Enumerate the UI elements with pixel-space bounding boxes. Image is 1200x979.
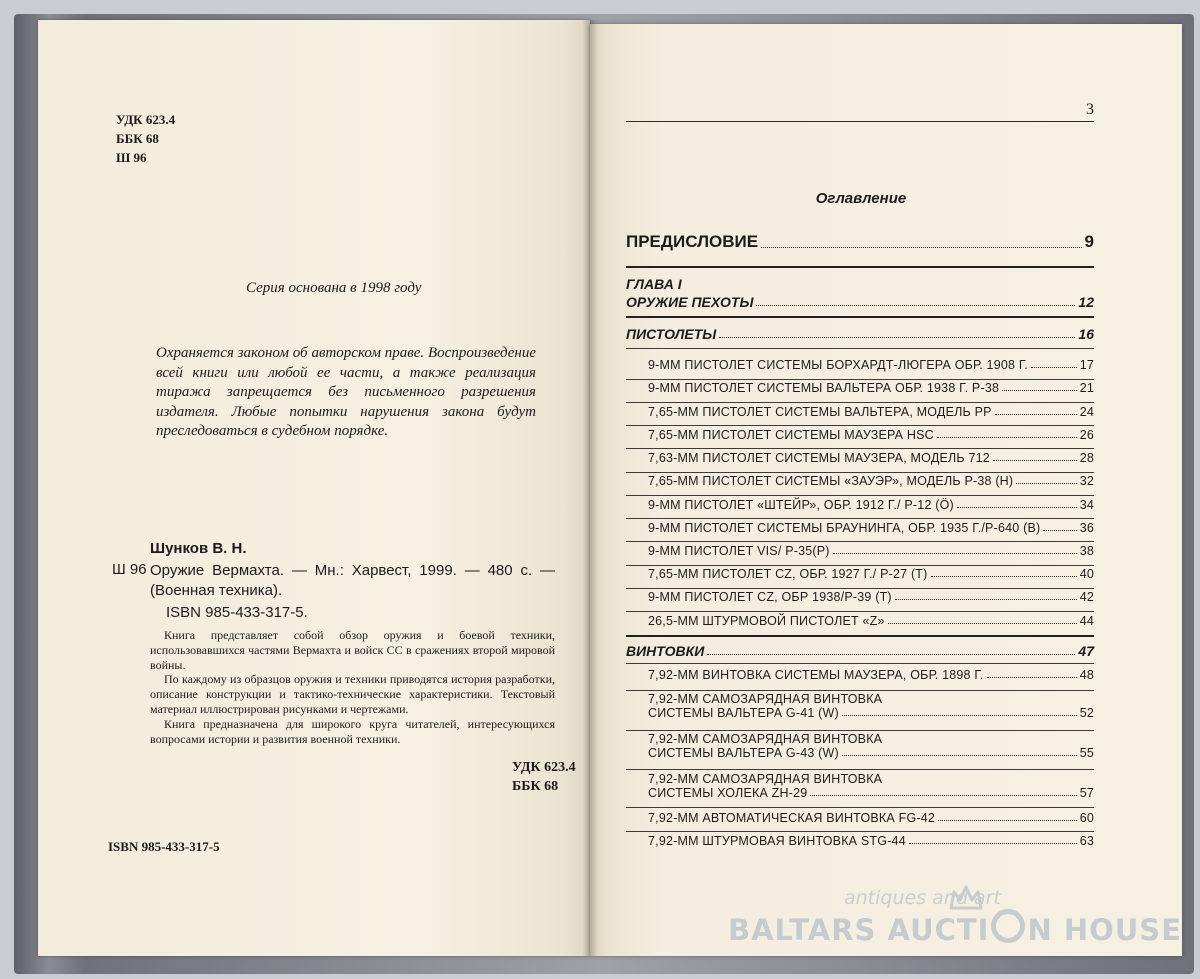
toc-entry-page: 36	[1079, 521, 1094, 535]
toc-dot-leader	[833, 553, 1077, 554]
toc-entry-page: 55	[1079, 746, 1094, 760]
toc-rule	[626, 425, 1094, 426]
toc-rule	[626, 635, 1094, 637]
toc-entry-pistol[interactable]	[648, 358, 1094, 372]
toc-dot-leader	[957, 507, 1077, 508]
toc-entry-label-first-line: 7,92-ММ САМОЗАРЯДНАЯ ВИНТОВКА	[648, 772, 883, 786]
toc-rule	[626, 588, 1094, 589]
page-number: 3	[1086, 101, 1094, 118]
toc-entry-pistol[interactable]	[648, 521, 1094, 535]
toc-dot-leader	[895, 599, 1077, 600]
bbk-line: ББК 68	[512, 779, 559, 794]
toc-entry-rifle[interactable]	[648, 811, 1094, 825]
toc-rule	[626, 541, 1094, 542]
toc-dot-leader	[707, 654, 1075, 655]
toc-dot-leader	[761, 247, 1081, 248]
toc-entry-label: ВИНТОВКИ	[626, 643, 705, 659]
toc-entry-pistol[interactable]	[648, 614, 1094, 628]
copyright-notice: Охраняется законом об авторском праве. Воспроизведение всей книги или любой ее части, а также реализация тиража запрещается без письменного разрешения издателя. Любые попытки нарушения закона будут преследоваться в судебном порядке.	[156, 345, 536, 439]
toc-entry-label: ПРЕДИСЛОВИЕ	[626, 232, 759, 251]
toc-entry-label: 9-ММ ПИСТОЛЕТ CZ, ОБР 1938/Р-39 (Т)	[648, 590, 892, 604]
toc-entry-page: 52	[1079, 706, 1094, 720]
toc-entry-page: 48	[1079, 668, 1094, 682]
annotation-paragraph: Книга представляет собой обзор оружия и боевой техники, использовавшихся частями Вермахта и войск СС в сражениях второй мировой войны.	[150, 628, 555, 672]
toc-entry-page: 34	[1079, 498, 1094, 512]
toc-entry-label: СИСТЕМЫ ВАЛЬТЕРА G-41 (W)	[648, 706, 839, 720]
udk-line: УДК 623.4	[512, 760, 576, 775]
bbk-line: ББК 68	[116, 131, 159, 146]
toc-rule	[626, 690, 1094, 691]
toc-dot-leader	[931, 576, 1077, 577]
toc-dot-leader	[993, 460, 1077, 461]
toc-entry-row	[648, 706, 1094, 720]
header-rule	[626, 121, 1094, 122]
toc-entry-rifle[interactable]	[648, 692, 1094, 720]
toc-entry-label: 9-ММ ПИСТОЛЕТ СИСТЕМЫ БРАУНИНГА, ОБР. 1935 Г./Р-640 (В)	[648, 521, 1041, 535]
toc-entry-label: 7,65-ММ ПИСТОЛЕТ СИСТЕМЫ ВАЛЬТЕРА, МОДЕЛЬ РР	[648, 405, 992, 419]
toc-rule	[626, 402, 1094, 403]
toc-entry-pistol[interactable]	[648, 498, 1094, 512]
toc-entry-page: 47	[1078, 643, 1094, 659]
udk-line: УДК 623.4	[116, 112, 176, 127]
toc-rule	[626, 565, 1094, 566]
toc-entry-pistol[interactable]	[648, 405, 1094, 419]
toc-dot-leader	[1031, 367, 1077, 368]
isbn-record: ISBN 985-433-317-5.	[166, 604, 308, 621]
toc-entry-rifle[interactable]	[648, 732, 1094, 760]
toc-entry-page: 60	[1079, 811, 1094, 825]
toc-rule	[626, 379, 1094, 380]
author-name: Шунков В. Н.	[150, 540, 247, 557]
code-line: Ш 96	[116, 150, 147, 165]
toc-title: Оглавление	[815, 190, 907, 207]
toc-entry-label-first-line: 7,92-ММ САМОЗАРЯДНАЯ ВИНТОВКА	[648, 732, 883, 746]
toc-entry-page: 12	[1078, 294, 1094, 310]
toc-entry-label: СИСТЕМЫ ВАЛЬТЕРА G-43 (W)	[648, 746, 839, 760]
watermark-o-ring-icon	[991, 909, 1025, 943]
toc-entry-page: 42	[1079, 590, 1094, 604]
toc-entry-label: 7,92-ММ ВИНТОВКА СИСТЕМЫ МАУЗЕРА, ОБР. 1898 Г.	[648, 668, 984, 682]
toc-entry-row	[648, 746, 1094, 760]
toc-dot-leader	[1002, 390, 1077, 391]
toc-rule	[626, 518, 1094, 519]
toc-entry-rifle[interactable]	[648, 772, 1094, 800]
toc-entry-pistol[interactable]	[648, 590, 1094, 604]
toc-entry-page: 21	[1079, 381, 1094, 395]
toc-entry-page: 63	[1079, 834, 1094, 848]
toc-dot-leader	[756, 305, 1075, 306]
toc-entry-rifle[interactable]	[648, 834, 1094, 848]
toc-entry-rifles[interactable]	[626, 643, 1094, 659]
toc-entry-page: 40	[1079, 567, 1094, 581]
toc-dot-leader	[1043, 530, 1076, 531]
watermark-brand-start: BALTARS AUCTI	[728, 913, 990, 947]
toc-entry-pistol[interactable]	[648, 451, 1094, 465]
toc-dot-leader	[888, 623, 1077, 624]
annotation-paragraph: По каждому из образцов оружия и техники приводятся история разработки, описание конструкции и тактико-технические характеристики. Текстовый материал иллюстрирован рисунками и чертежами.	[150, 672, 555, 716]
annotation	[150, 628, 555, 746]
toc-entry-pistol[interactable]	[648, 544, 1094, 558]
show-through-ghost	[140, 240, 157, 309]
toc-entry-page: 9	[1084, 232, 1094, 251]
udk-block-top	[116, 110, 175, 167]
toc-entry-page: 57	[1079, 786, 1094, 800]
toc-entry-pistol[interactable]	[648, 381, 1094, 395]
toc-entry-row	[648, 786, 1094, 800]
toc-entry-label-first-line: 7,92-ММ САМОЗАРЯДНАЯ ВИНТОВКА	[648, 692, 883, 706]
toc-rule	[626, 807, 1094, 808]
toc-rule	[626, 611, 1094, 612]
toc-entry-label: 26,5-ММ ШТУРМОВОЙ ПИСТОЛЕТ «Z»	[648, 614, 885, 628]
toc-entry-page: 28	[1079, 451, 1094, 465]
toc-rule	[626, 495, 1094, 496]
toc-dot-leader	[810, 795, 1076, 796]
toc-dot-leader	[909, 843, 1077, 844]
toc-entry-label: 9-ММ ПИСТОЛЕТ VIS/ Р-35(Р)	[648, 544, 830, 558]
toc-rule	[626, 663, 1094, 664]
toc-rule	[626, 472, 1094, 473]
catalog-code: Ш 96	[112, 561, 147, 578]
toc-entry-page: 16	[1078, 326, 1094, 342]
annotation-paragraph: Книга предназначена для широкого круга читателей, интересующихся вопросами истории и развития военной техники.	[150, 716, 555, 746]
toc-entry-preface[interactable]	[626, 232, 1094, 252]
toc-entry-pistols[interactable]	[626, 326, 1094, 342]
toc-dot-leader	[1016, 483, 1076, 484]
toc-rule	[626, 348, 1094, 349]
toc-entry-page: 38	[1079, 544, 1094, 558]
toc-entry-pistol[interactable]	[648, 428, 1094, 442]
series-note: Серия основана в 1998 году	[246, 280, 422, 296]
toc-entry-rifle[interactable]	[648, 668, 1094, 682]
toc-entry-page: 24	[1079, 405, 1094, 419]
book-gutter	[582, 20, 598, 956]
toc-entry-label: 7,92-ММ ШТУРМОВАЯ ВИНТОВКА STG-44	[648, 834, 906, 848]
toc-entry-pistol[interactable]	[648, 567, 1094, 581]
toc-entry-page: 26	[1079, 428, 1094, 442]
chapter-heading: ГЛАВА I	[626, 276, 682, 292]
toc-rule	[626, 831, 1094, 832]
udk-block-bottom	[512, 758, 576, 796]
toc-entry-label: ПИСТОЛЕТЫ	[626, 326, 717, 342]
toc-entry-label: ОРУЖИЕ ПЕХОТЫ	[626, 294, 754, 310]
toc-entry-page: 17	[1079, 358, 1094, 372]
watermark-brand	[728, 909, 1182, 947]
toc-entry-label: 9-ММ ПИСТОЛЕТ СИСТЕМЫ БОРХАРДТ-ЛЮГЕРА ОБР. 1908 Г.	[648, 358, 1028, 372]
toc-rule	[626, 448, 1094, 449]
watermark-brand-end: N HOUSE	[1027, 913, 1183, 947]
watermark-tagline: antiques and art	[844, 887, 1001, 909]
toc-entry-pistol[interactable]	[648, 474, 1094, 488]
toc-entry-label: 7,92-ММ АВТОМАТИЧЕСКАЯ ВИНТОВКА FG-42	[648, 811, 936, 825]
toc-entry-chapter[interactable]	[626, 294, 1094, 310]
toc-dot-leader	[719, 337, 1075, 338]
toc-entry-label: 7,65-ММ ПИСТОЛЕТ СИСТЕМЫ МАУЗЕРА HSC	[648, 428, 934, 442]
toc-dot-leader	[938, 820, 1077, 821]
toc-rule	[626, 730, 1094, 731]
toc-dot-leader	[937, 437, 1077, 438]
bibliographic-record: Оружие Вермахта. — Мн.: Харвест, 1999. — 480 с. — (Военная техника).	[150, 562, 555, 599]
toc-entry-page: 44	[1079, 614, 1094, 628]
toc-rule	[626, 266, 1094, 268]
toc-entry-label: 7,65-ММ ПИСТОЛЕТ CZ, ОБР. 1927 Г./ Р-27 (Т)	[648, 567, 928, 581]
toc-rule	[626, 316, 1094, 318]
toc-entry-label: СИСТЕМЫ ХОЛЕКА ZH-29	[648, 786, 808, 800]
toc-entry-label: 7,63-ММ ПИСТОЛЕТ СИСТЕМЫ МАУЗЕРА, МОДЕЛЬ 712	[648, 451, 990, 465]
toc-entry-label: 9-ММ ПИСТОЛЕТ «ШТЕЙР», ОБР. 1912 Г./ Р-12 (Ö)	[648, 498, 954, 512]
toc-dot-leader	[995, 414, 1077, 415]
toc-dot-leader	[987, 677, 1077, 678]
toc-dot-leader	[842, 715, 1077, 716]
isbn-bottom: ISBN 985-433-317-5	[108, 839, 220, 854]
toc-entry-label: 9-ММ ПИСТОЛЕТ СИСТЕМЫ ВАЛЬТЕРА ОБР. 1938 Г. Р-38	[648, 381, 1000, 395]
toc-rule	[626, 769, 1094, 770]
toc-entry-page: 32	[1079, 474, 1094, 488]
toc-dot-leader	[842, 755, 1077, 756]
toc-entry-label: 7,65-ММ ПИСТОЛЕТ СИСТЕМЫ «ЗАУЭР», МОДЕЛЬ Р-38 (Н)	[648, 474, 1014, 488]
